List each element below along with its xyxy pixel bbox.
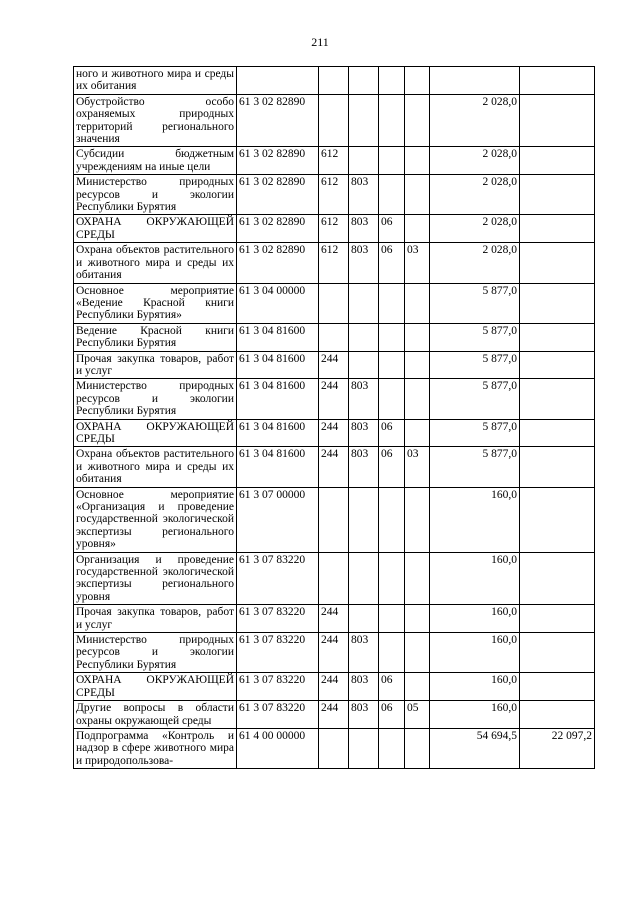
row-ministry-cell: 803 xyxy=(349,701,379,729)
row-amount-cell: 160,0 xyxy=(430,701,520,729)
row-subsection-cell xyxy=(405,175,430,215)
row-amount-cell: 160,0 xyxy=(430,552,520,605)
table-row xyxy=(74,633,595,673)
row-amount-2-cell xyxy=(520,605,595,633)
row-subsection-cell xyxy=(405,728,430,768)
row-subsection-cell xyxy=(405,633,430,673)
row-amount-cell: 5 877,0 xyxy=(430,379,520,419)
row-name-cell: Другие вопросы в области охраны окружающей среды xyxy=(74,701,237,729)
row-expense-type-cell: 244 xyxy=(319,633,349,673)
row-amount-2-cell xyxy=(520,94,595,147)
row-name-cell: Министерство природных ресурсов и экологии Республики Бурятия xyxy=(74,379,237,419)
row-amount-2-cell xyxy=(520,633,595,673)
row-expense-type-cell: 612 xyxy=(319,215,349,243)
row-ministry-cell xyxy=(349,552,379,605)
row-expense-type-cell: 612 xyxy=(319,147,349,175)
table-row xyxy=(74,552,595,605)
table-row xyxy=(74,419,595,447)
row-amount-2-cell xyxy=(520,215,595,243)
row-expense-type-cell: 244 xyxy=(319,447,349,487)
row-ministry-cell: 803 xyxy=(349,215,379,243)
row-ministry-cell: 803 xyxy=(349,175,379,215)
row-amount-cell: 5 877,0 xyxy=(430,447,520,487)
row-section-cell xyxy=(379,552,405,605)
row-section-cell: 06 xyxy=(379,673,405,701)
row-amount-2-cell xyxy=(520,283,595,323)
row-section-cell xyxy=(379,605,405,633)
row-section-cell xyxy=(379,283,405,323)
row-subsection-cell xyxy=(405,379,430,419)
row-name-cell: Охрана объектов растительного и животного мира и среды их обитания xyxy=(74,447,237,487)
row-name-cell: Субсидии бюджетным учреждениям на иные цели xyxy=(74,147,237,175)
row-ministry-cell xyxy=(349,728,379,768)
table-row xyxy=(74,215,595,243)
row-name-cell: Обустройство особо охраняемых природных территорий регионального значения xyxy=(74,94,237,147)
row-code-cell: 61 3 04 81600 xyxy=(237,379,319,419)
row-amount-cell: 2 028,0 xyxy=(430,175,520,215)
row-subsection-cell xyxy=(405,552,430,605)
row-section-cell xyxy=(379,633,405,673)
row-ministry-cell xyxy=(349,94,379,147)
row-expense-type-cell: 244 xyxy=(319,605,349,633)
row-expense-type-cell: 612 xyxy=(319,175,349,215)
table-row xyxy=(74,147,595,175)
row-amount-2-cell xyxy=(520,243,595,283)
table-row xyxy=(74,175,595,215)
row-subsection-cell xyxy=(405,605,430,633)
row-ministry-cell xyxy=(349,67,379,95)
row-ministry-cell: 803 xyxy=(349,243,379,283)
row-name-cell: Охрана объектов растительного и животного мира и среды их обитания xyxy=(74,243,237,283)
row-name-cell: Прочая закупка товаров, работ и услуг xyxy=(74,351,237,379)
row-amount-cell: 5 877,0 xyxy=(430,323,520,351)
row-subsection-cell: 03 xyxy=(405,243,430,283)
table-row xyxy=(74,243,595,283)
row-section-cell: 06 xyxy=(379,243,405,283)
budget-table xyxy=(73,66,595,769)
row-ministry-cell xyxy=(349,605,379,633)
row-name-cell: ного и животного мира и среды их обитания xyxy=(74,67,237,95)
table-row xyxy=(74,323,595,351)
row-expense-type-cell xyxy=(319,94,349,147)
row-code-cell: 61 3 02 82890 xyxy=(237,215,319,243)
row-expense-type-cell: 244 xyxy=(319,701,349,729)
row-code-cell: 61 3 02 82890 xyxy=(237,94,319,147)
row-expense-type-cell xyxy=(319,552,349,605)
row-subsection-cell xyxy=(405,323,430,351)
row-section-cell: 06 xyxy=(379,419,405,447)
table-row xyxy=(74,67,595,95)
row-expense-type-cell xyxy=(319,487,349,552)
row-amount-2-cell xyxy=(520,147,595,175)
row-amount-2-cell xyxy=(520,419,595,447)
row-code-cell: 61 3 02 82890 xyxy=(237,147,319,175)
row-ministry-cell xyxy=(349,283,379,323)
row-expense-type-cell: 244 xyxy=(319,673,349,701)
row-ministry-cell xyxy=(349,147,379,175)
row-amount-2-cell xyxy=(520,487,595,552)
row-ministry-cell xyxy=(349,487,379,552)
row-name-cell: Подпрограмма «Контроль и надзор в сфере животного мира и природопользова- xyxy=(74,728,237,768)
row-code-cell xyxy=(237,67,319,95)
row-expense-type-cell xyxy=(319,283,349,323)
row-expense-type-cell: 244 xyxy=(319,351,349,379)
row-ministry-cell xyxy=(349,351,379,379)
row-section-cell xyxy=(379,379,405,419)
row-code-cell: 61 3 07 83220 xyxy=(237,673,319,701)
row-subsection-cell xyxy=(405,673,430,701)
row-code-cell: 61 3 02 82890 xyxy=(237,243,319,283)
row-amount-cell: 5 877,0 xyxy=(430,351,520,379)
row-code-cell: 61 4 00 00000 xyxy=(237,728,319,768)
row-amount-cell: 54 694,5 xyxy=(430,728,520,768)
row-amount-2-cell xyxy=(520,552,595,605)
row-amount-2-cell: 22 097,2 xyxy=(520,728,595,768)
row-amount-2-cell xyxy=(520,175,595,215)
budget-table-body xyxy=(74,67,595,769)
row-amount-cell: 160,0 xyxy=(430,487,520,552)
row-expense-type-cell xyxy=(319,67,349,95)
table-row xyxy=(74,379,595,419)
page-number: 211 xyxy=(311,35,329,49)
row-amount-2-cell xyxy=(520,67,595,95)
row-name-cell: ОХРАНА ОКРУЖАЮЩЕЙ СРЕДЫ xyxy=(74,419,237,447)
table-row xyxy=(74,487,595,552)
table-row xyxy=(74,447,595,487)
row-section-cell: 06 xyxy=(379,701,405,729)
row-code-cell: 61 3 04 81600 xyxy=(237,419,319,447)
row-section-cell xyxy=(379,175,405,215)
row-code-cell: 61 3 04 81600 xyxy=(237,447,319,487)
row-ministry-cell: 803 xyxy=(349,673,379,701)
row-section-cell xyxy=(379,147,405,175)
row-expense-type-cell xyxy=(319,728,349,768)
row-code-cell: 61 3 07 83220 xyxy=(237,701,319,729)
table-row xyxy=(74,728,595,768)
row-amount-2-cell xyxy=(520,379,595,419)
row-code-cell: 61 3 02 82890 xyxy=(237,175,319,215)
row-subsection-cell xyxy=(405,487,430,552)
row-name-cell: Министерство природных ресурсов и экологии Республики Бурятия xyxy=(74,633,237,673)
row-name-cell: ОХРАНА ОКРУЖАЮЩЕЙ СРЕДЫ xyxy=(74,673,237,701)
row-subsection-cell xyxy=(405,351,430,379)
row-name-cell: Прочая закупка товаров, работ и услуг xyxy=(74,605,237,633)
table-row xyxy=(74,605,595,633)
row-amount-cell: 2 028,0 xyxy=(430,243,520,283)
row-ministry-cell: 803 xyxy=(349,379,379,419)
row-amount-cell: 160,0 xyxy=(430,633,520,673)
row-name-cell: Министерство природных ресурсов и экологии Республики Бурятия xyxy=(74,175,237,215)
row-section-cell: 06 xyxy=(379,447,405,487)
table-row xyxy=(74,283,595,323)
row-name-cell: Организация и проведение государственной экологической экспертизы регионального уровня xyxy=(74,552,237,605)
row-name-cell: ОХРАНА ОКРУЖАЮЩЕЙ СРЕДЫ xyxy=(74,215,237,243)
row-amount-cell: 2 028,0 xyxy=(430,147,520,175)
row-section-cell xyxy=(379,728,405,768)
table-row xyxy=(74,701,595,729)
row-subsection-cell xyxy=(405,147,430,175)
table-row xyxy=(74,351,595,379)
row-amount-cell xyxy=(430,67,520,95)
row-amount-2-cell xyxy=(520,673,595,701)
row-amount-2-cell xyxy=(520,351,595,379)
row-subsection-cell: 03 xyxy=(405,447,430,487)
row-subsection-cell xyxy=(405,67,430,95)
row-subsection-cell xyxy=(405,94,430,147)
row-amount-cell: 2 028,0 xyxy=(430,215,520,243)
row-section-cell xyxy=(379,67,405,95)
row-amount-2-cell xyxy=(520,447,595,487)
row-code-cell: 61 3 07 83220 xyxy=(237,633,319,673)
row-name-cell: Основное мероприятие «Организация и проведение государственной экологической экспертизы регионального уровня» xyxy=(74,487,237,552)
row-section-cell xyxy=(379,351,405,379)
row-amount-cell: 5 877,0 xyxy=(430,283,520,323)
row-section-cell xyxy=(379,323,405,351)
row-section-cell xyxy=(379,94,405,147)
row-expense-type-cell: 244 xyxy=(319,379,349,419)
table-row xyxy=(74,94,595,147)
row-expense-type-cell: 244 xyxy=(319,419,349,447)
row-ministry-cell: 803 xyxy=(349,419,379,447)
row-ministry-cell xyxy=(349,323,379,351)
row-code-cell: 61 3 04 81600 xyxy=(237,323,319,351)
row-code-cell: 61 3 04 81600 xyxy=(237,351,319,379)
row-amount-cell: 2 028,0 xyxy=(430,94,520,147)
row-code-cell: 61 3 07 00000 xyxy=(237,487,319,552)
row-expense-type-cell: 612 xyxy=(319,243,349,283)
row-name-cell: Ведение Красной книги Республики Бурятия xyxy=(74,323,237,351)
row-amount-cell: 160,0 xyxy=(430,673,520,701)
row-code-cell: 61 3 07 83220 xyxy=(237,605,319,633)
row-amount-cell: 5 877,0 xyxy=(430,419,520,447)
table-row xyxy=(74,673,595,701)
row-subsection-cell xyxy=(405,283,430,323)
row-amount-2-cell xyxy=(520,701,595,729)
row-code-cell: 61 3 07 83220 xyxy=(237,552,319,605)
row-expense-type-cell xyxy=(319,323,349,351)
row-ministry-cell: 803 xyxy=(349,633,379,673)
row-section-cell: 06 xyxy=(379,215,405,243)
row-subsection-cell xyxy=(405,215,430,243)
row-code-cell: 61 3 04 00000 xyxy=(237,283,319,323)
row-ministry-cell: 803 xyxy=(349,447,379,487)
row-subsection-cell xyxy=(405,419,430,447)
row-section-cell xyxy=(379,487,405,552)
row-subsection-cell: 05 xyxy=(405,701,430,729)
row-name-cell: Основное мероприятие «Ведение Красной книги Республики Бурятия» xyxy=(74,283,237,323)
row-amount-2-cell xyxy=(520,323,595,351)
row-amount-cell: 160,0 xyxy=(430,605,520,633)
